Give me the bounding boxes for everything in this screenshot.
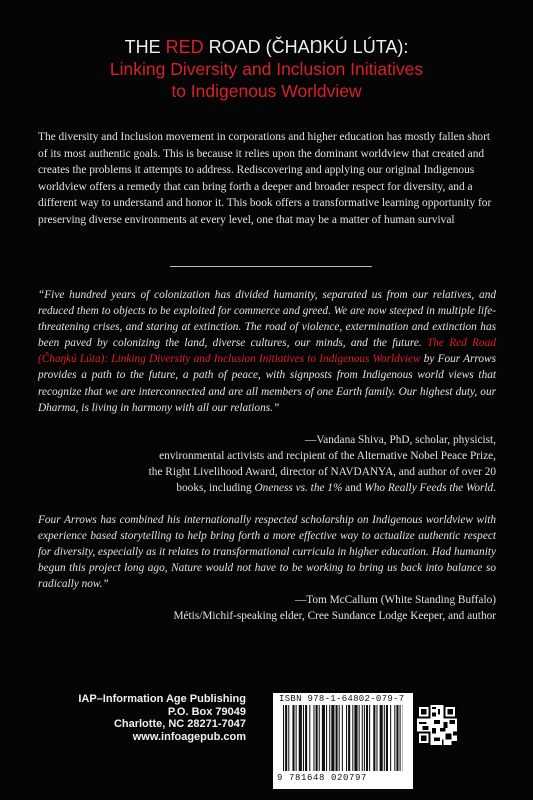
publisher-name: IAP–Information Age Publishing <box>78 693 246 705</box>
book-title <box>20 36 513 102</box>
publisher-info <box>76 693 246 743</box>
barcode-bar <box>342 705 343 771</box>
barcode-bar <box>319 705 320 771</box>
subtitle-line-1: Linking Diversity and Inclusion Initiatives <box>109 59 424 79</box>
subtitle-line-2: to Indigenous Worldview <box>171 81 362 101</box>
barcode-bar <box>299 705 302 771</box>
barcode-bar <box>364 705 365 771</box>
endorsement-attribution-1 <box>26 432 496 496</box>
barcode-bar <box>354 705 357 771</box>
barcode-bar <box>322 705 325 771</box>
title-suffix: ROAD (ČHAŊKÚ LÚTA): <box>203 37 409 57</box>
publisher-city: Charlotte, NC 28271-7047 <box>113 718 246 731</box>
attribution-1-and: and <box>342 482 365 495</box>
barcode-bar <box>283 705 284 771</box>
endorsement-quote-1 <box>38 287 496 416</box>
publisher-address: P.O. Box 79049 <box>167 705 246 718</box>
barcode-bar <box>305 705 307 771</box>
isbn-label: ISBN 978-1-64802-079-7 <box>279 694 405 704</box>
barcode-bar <box>346 705 347 771</box>
barcode-bar <box>386 705 388 771</box>
barcode-bar <box>362 705 363 771</box>
qr-code-icon <box>417 705 457 745</box>
title-prefix: THE <box>124 37 166 57</box>
barcode-bar <box>331 705 334 771</box>
barcode-bar <box>326 705 327 771</box>
barcode-bar <box>313 705 314 771</box>
barcode-bars <box>283 705 403 771</box>
quote-1-book-title: The Red Road (Čhaŋkú Lúta): Linking Diversity and Inclusion Initiatives to Indigenous Worldview <box>38 337 496 366</box>
barcode-bar <box>352 705 353 771</box>
publisher-website: www.infoagepub.com <box>132 730 246 743</box>
barcode-bar <box>359 705 360 771</box>
barcode-bar <box>396 705 398 771</box>
barcode-bar <box>394 705 395 771</box>
barcode-digits: 9 781648 020797 <box>277 773 368 783</box>
attribution-1-line: environmental activists and recipient of the Alternative Nobel Peace Prize, <box>159 450 496 463</box>
barcode-bar <box>339 705 340 771</box>
attribution-1-book-1: Oneness vs. the 1% <box>254 482 343 495</box>
barcode-bar <box>292 705 294 771</box>
barcode-bar <box>288 705 289 771</box>
barcode-bar <box>369 705 370 771</box>
barcode-bar <box>309 705 310 771</box>
quote-1-text-end: by Four Arrows provides a path to the future, a path of peace, with signposts from Indigenous world views that recognize that we are interconnected and are all members of one Earth family. Our highest duty, our Dharma, is living in harmony with all our relations.” <box>38 353 496 414</box>
attribution-1-book-2: Who Really Feeds the World <box>364 482 494 495</box>
attribution-2-line: —Tom McCallum (White Standing Buffalo) <box>294 594 496 606</box>
barcode-bar <box>296 705 297 771</box>
barcode-bar <box>376 705 377 771</box>
barcode-bar <box>348 705 350 771</box>
barcode-bar <box>384 705 385 771</box>
book-description: The diversity and Inclusion movement in corporations and higher education has mostly fallen short of its most authentic goals. This is because it relies upon the dominant worldview that created and creates the problems it attempts to address. Rediscovering and applying our original Indigenous worldview offers a remedy that can bring forth a deeper and broader respect for diversity, and a different way to understand and honor it. This book offers a transformative learning opportunity for preserving diverse environments at every level, one that may be a matter of human survival <box>38 131 492 226</box>
quote-1-text: “Five hundred years of colonization has divided humanity, separated us from our relatives, and reduced them to objects to be exploited for commerce and greed. We are now steeped in multiple life-threatening crises, and staring at extinction. The road of violence, extermination and extinction has been paved by colonizing the land, diverse cultures, our minds, and the future. <box>38 289 496 350</box>
attribution-2-line: Métis/Michif-speaking elder, Cree Sundance Lodge Keeper, and author <box>173 610 496 623</box>
barcode-bar <box>400 705 401 771</box>
endorsement-attribution-2 <box>26 592 496 624</box>
barcode-bar <box>336 705 338 771</box>
barcode-bar <box>373 705 375 771</box>
barcode-bar <box>380 705 383 771</box>
attribution-1-line: the Right Livelihood Award, director of NAVDANYA, and author of over 20 <box>148 466 496 479</box>
attribution-1-line: —Vandana Shiva, PhD, scholar, physicist, <box>305 434 496 446</box>
barcode-bar <box>303 705 304 771</box>
attribution-1-end: . <box>493 482 496 495</box>
attribution-1-books-prefix: books, including <box>176 482 255 495</box>
endorsement-quote-2: Four Arrows has combined his internationally respected scholarship on Indigenous worldview with experience based storytelling to help bring forth a more effective way to actualize authentic respect for diversity, especially as it relates to transformational curricula in higher education. Had humanity begun this project long ago, Nature would not have to be working to bring us back into balance so radically now.” <box>38 514 496 591</box>
divider <box>170 266 372 267</box>
barcode-bar <box>285 705 287 771</box>
barcode-bar <box>329 705 330 771</box>
attribution-1-line <box>26 480 496 496</box>
barcode-bar <box>366 705 368 771</box>
barcode-bar <box>390 705 391 771</box>
barcode-bar <box>316 705 318 771</box>
title-line <box>20 36 513 58</box>
isbn-barcode <box>273 693 413 789</box>
title-red-word: RED <box>165 37 204 57</box>
